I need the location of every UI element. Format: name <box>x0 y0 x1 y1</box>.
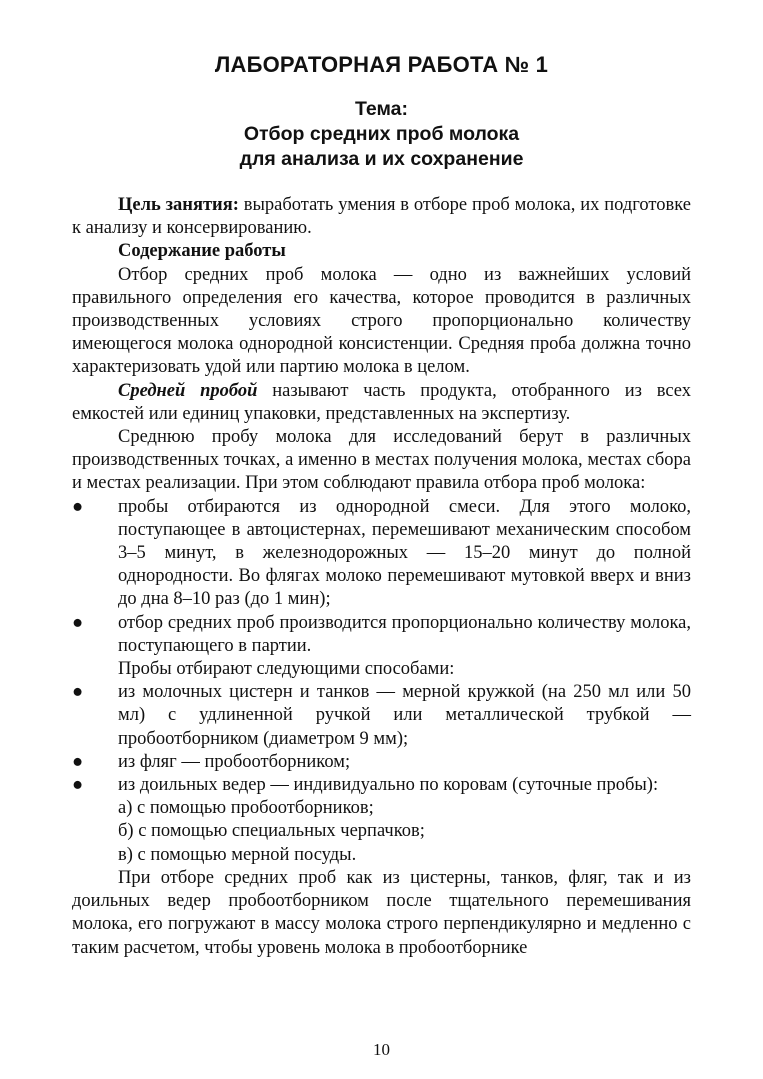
sub-item-b: б) с помощью специальных черпачков; <box>118 821 425 842</box>
list-item-text: отбор средних проб производится пропорционально количеству молока, поступающего в партии. <box>118 612 691 656</box>
topic-line-1: Отбор средних проб молока <box>243 123 520 145</box>
list-item-text: из фляг — пробоотборником; <box>118 751 351 772</box>
sub-item-c: в) с помощью мерной посуды. <box>118 844 357 865</box>
list-item <box>72 496 691 612</box>
goal-paragraph <box>72 194 691 240</box>
topic-label: Тема: <box>354 98 409 120</box>
list-item <box>72 774 691 797</box>
goal-text: выработать умения в отборе проб молока, их подготовке к анализу и консервированию. <box>72 195 691 239</box>
page-number: 10 <box>373 1040 390 1059</box>
goal-label: Цель занятия: <box>118 195 239 215</box>
sub-item-a: а) с помощью пробоотборников; <box>118 798 374 819</box>
list-item <box>72 751 691 774</box>
paragraph-4: Пробы отбирают следующими способами: <box>118 659 455 680</box>
bullet-icon: ● <box>72 751 84 772</box>
bullet-icon: ● <box>72 496 84 517</box>
list-item <box>72 612 691 658</box>
bullet-icon: ● <box>72 682 84 703</box>
bullet-icon: ● <box>72 775 84 796</box>
paragraph-1: Отбор средних проб молока — одно из важнейших условий правильного определения его качества, которое проводится в различных производственных условиях строго пропорционально количеству имеющегося молока однородной консистенции. Средняя проба должна точно характеризовать удой или партию молока в целом. <box>72 264 691 378</box>
paragraph-3: Среднюю пробу молока для исследований берут в различных производственных точках, а именно в местах получения молока, местах сбора и местах реализации. При этом соблюдают правила отбора проб молока: <box>72 427 691 494</box>
bullet-icon: ● <box>72 612 84 633</box>
document-page <box>72 52 691 960</box>
list-item-text: пробы отбираются из однородной смеси. Для этого молоко, поступающее в автоцистернах, перемешивают механическим способом 3–5 минут, в железнодорожных — 15–20 минут до полной однородности. Во флягах молоко перемешивают мутовкой вверх и вниз до дна 8–10 раз (до 1 мин); <box>118 496 691 610</box>
topic-line-2: для анализа и их сохранение <box>239 148 524 170</box>
term-average-sample: Средней пробой <box>118 380 258 401</box>
content-heading: Содержание работы <box>118 241 286 262</box>
body-text <box>72 194 691 960</box>
lab-work-title: ЛАБОРАТОРНАЯ РАБОТА № 1 <box>214 52 549 77</box>
list-item <box>72 681 691 751</box>
paragraph-5: При отборе средних проб как из цистерны, танков, фляг, так и из доильных ведер пробоотборником после тщательного перемешивания молока, его погружают в массу молока строго перпендикулярно и медленно с таким расчетом, чтобы уровень молока в пробоотборнике <box>72 867 691 958</box>
paragraph-2-text: называют часть продукта, отобранного из всех емкостей или единиц упаковки, представленных на экспертизу. <box>72 380 691 424</box>
list-item-text: из доильных ведер — индивидуально по коровам (суточные пробы): <box>118 775 659 796</box>
paragraph-2 <box>72 380 691 426</box>
list-item-text: из молочных цистерн и танков — мерной кружкой (на 250 мл или 50 мл) с удлиненной ручкой или металлической трубкой — пробоотборником (диаметром 9 мм); <box>118 682 691 749</box>
